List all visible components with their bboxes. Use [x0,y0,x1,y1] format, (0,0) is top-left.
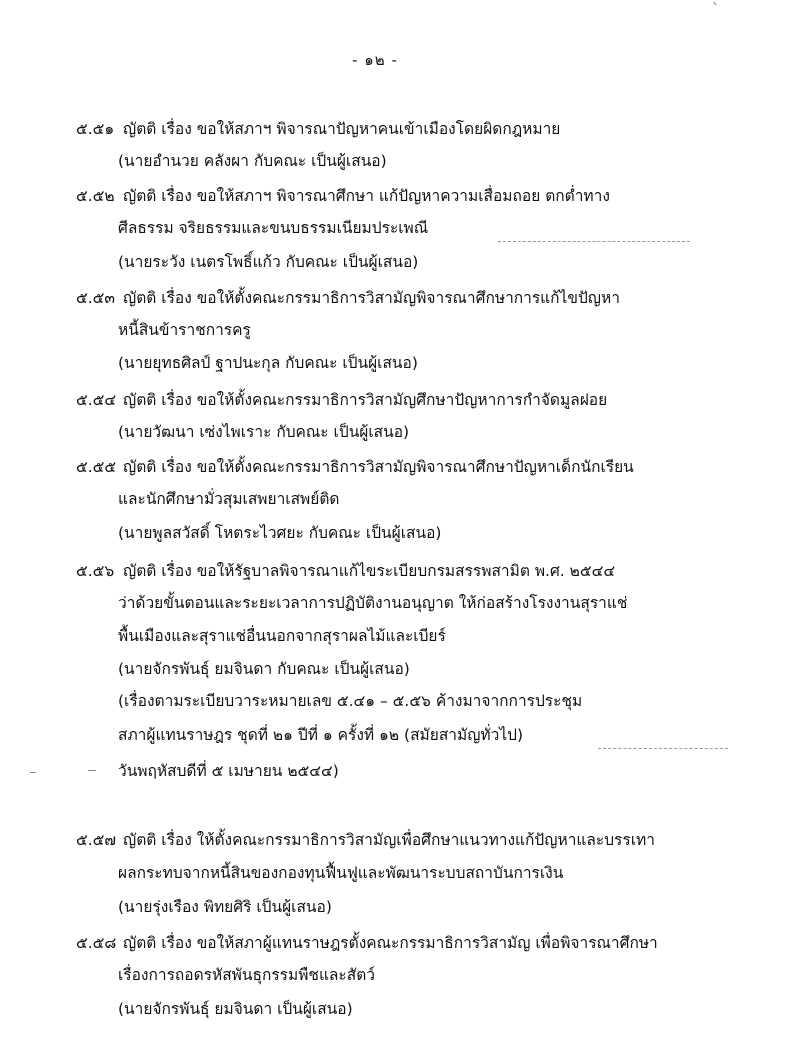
item-title-continued: พื้นเมืองและสุราแช่อื่นนอกจากสุราผลไม้และเบียร์ [118,627,446,645]
item-proposer: (นายพูลสวัสดิ์ โหตระไวศยะ กับคณะ เป็นผู้เสนอ) [118,524,442,542]
item-title-continued: หนี้สินข้าราชการครู [118,321,251,339]
item-proposer: (นายยุทธศิลป์ ฐาปนะกุล กับคณะ เป็นผู้เสนอ) [118,354,418,372]
item-number: ๕.๕๖ [76,562,115,580]
item-proposer: (นายระวัง เนตรโพธิ์แก้ว กับคณะ เป็นผู้เสนอ) [118,253,419,271]
scan-artifact-line [498,241,690,242]
item-title-continued: ว่าด้วยขั้นตอนและระยะเวลาการปฏิบัติงานอนุญาต ให้ก่อสร้างโรงงานสุราแช่ [118,594,628,612]
item-title: ญัตติ เรื่อง ขอให้ตั้งคณะกรรมาธิการวิสามัญพิจารณาศึกษาปัญหาเด็กนักเรียน [123,458,634,476]
item-title: ญัตติ เรื่อง ขอให้ตั้งคณะกรรมาธิการวิสามัญพิจารณาศึกษาการแก้ไขปัญหา [123,289,620,307]
item-note: (เรื่องตามระเบียบวาระหมายเลข ๕.๔๑ – ๕.๕๖ ค้างมาจากการประชุม [118,692,583,710]
item-proposer: (นายวัฒนา เซ่งไพเราะ กับคณะ เป็นผู้เสนอ) [118,423,410,441]
item-note: วันพฤหัสบดีที่ ๕ เมษายน ๒๕๔๔) [118,762,339,780]
item-number: ๕.๕๘ [76,934,117,952]
scan-artifact-speck [713,2,716,6]
item-proposer: (นายจักรพันธุ์ ยมจินดา กับคณะ เป็นผู้เสนอ) [118,660,410,678]
item-title: ญัตติ เรื่อง ขอให้สภาผู้แทนราษฎรตั้งคณะกรรมาธิการวิสามัญ เพื่อพิจารณาศึกษา [123,934,658,952]
item-number: ๕.๕๒ [76,187,115,205]
item-proposer: (นายรุ่งเรือง พิทยศิริ เป็นผู้เสนอ) [118,898,332,916]
item-title-continued: ศีลธรรม จริยธรรมและขนบธรรมเนียมประเพณี [118,219,429,237]
item-note: สภาผู้แทนราษฎร ชุดที่ ๒๑ ปีที่ ๑ ครั้งที่ ๑๒ (สมัยสามัญทั่วไป) [118,726,524,744]
item-number: ๕.๕๑ [76,120,115,138]
item-proposer: (นายจักรพันธุ์ ยมจินดา เป็นผู้เสนอ) [118,1000,353,1018]
item-title: ญัตติ เรื่อง ขอให้รัฐบาลพิจารณาแก้ไขระเบียบกรมสรรพสามิต พ.ศ. ๒๕๔๔ [123,562,616,580]
item-title: ญัตติ เรื่อง ขอให้สภาฯ พิจารณาปัญหาคนเข้าเมืองโดยผิดกฎหมาย [123,120,561,138]
item-number: ๕.๕๔ [76,391,117,409]
scan-artifact-line [598,748,728,749]
scan-artifact-speck [88,770,96,771]
scan-artifact-speck [30,772,36,773]
item-title-continued: ผลกระทบจากหนี้สินของกองทุนฟื้นฟูและพัฒนาระบบสถาบันการเงิน [118,864,564,882]
item-number: ๕.๕๓ [76,289,115,307]
item-title-continued: และนักศึกษามั่วสุมเสพยาเสพย์ติด [118,490,340,508]
item-title: ญัตติ เรื่อง ให้ตั้งคณะกรรมาธิการวิสามัญเพื่อศึกษาแนวทางแก้ปัญหาและบรรเทา [123,831,655,849]
item-title-continued: เรื่องการถอดรหัสพันธุกรรมพืชและสัตว์ [118,966,375,984]
item-title: ญัตติ เรื่อง ขอให้สภาฯ พิจารณาศึกษา แก้ปัญหาความเสื่อมถอย ตกต่ำทาง [123,187,610,205]
page-number: - ๑๒ - [352,51,398,69]
item-number: ๕.๕๕ [76,458,117,476]
item-number: ๕.๕๗ [76,831,117,849]
item-proposer: (นายอำนวย คลังผา กับคณะ เป็นผู้เสนอ) [118,152,387,170]
item-title: ญัตติ เรื่อง ขอให้ตั้งคณะกรรมาธิการวิสามัญศึกษาปัญหาการกำจัดมูลฝอย [123,391,608,409]
